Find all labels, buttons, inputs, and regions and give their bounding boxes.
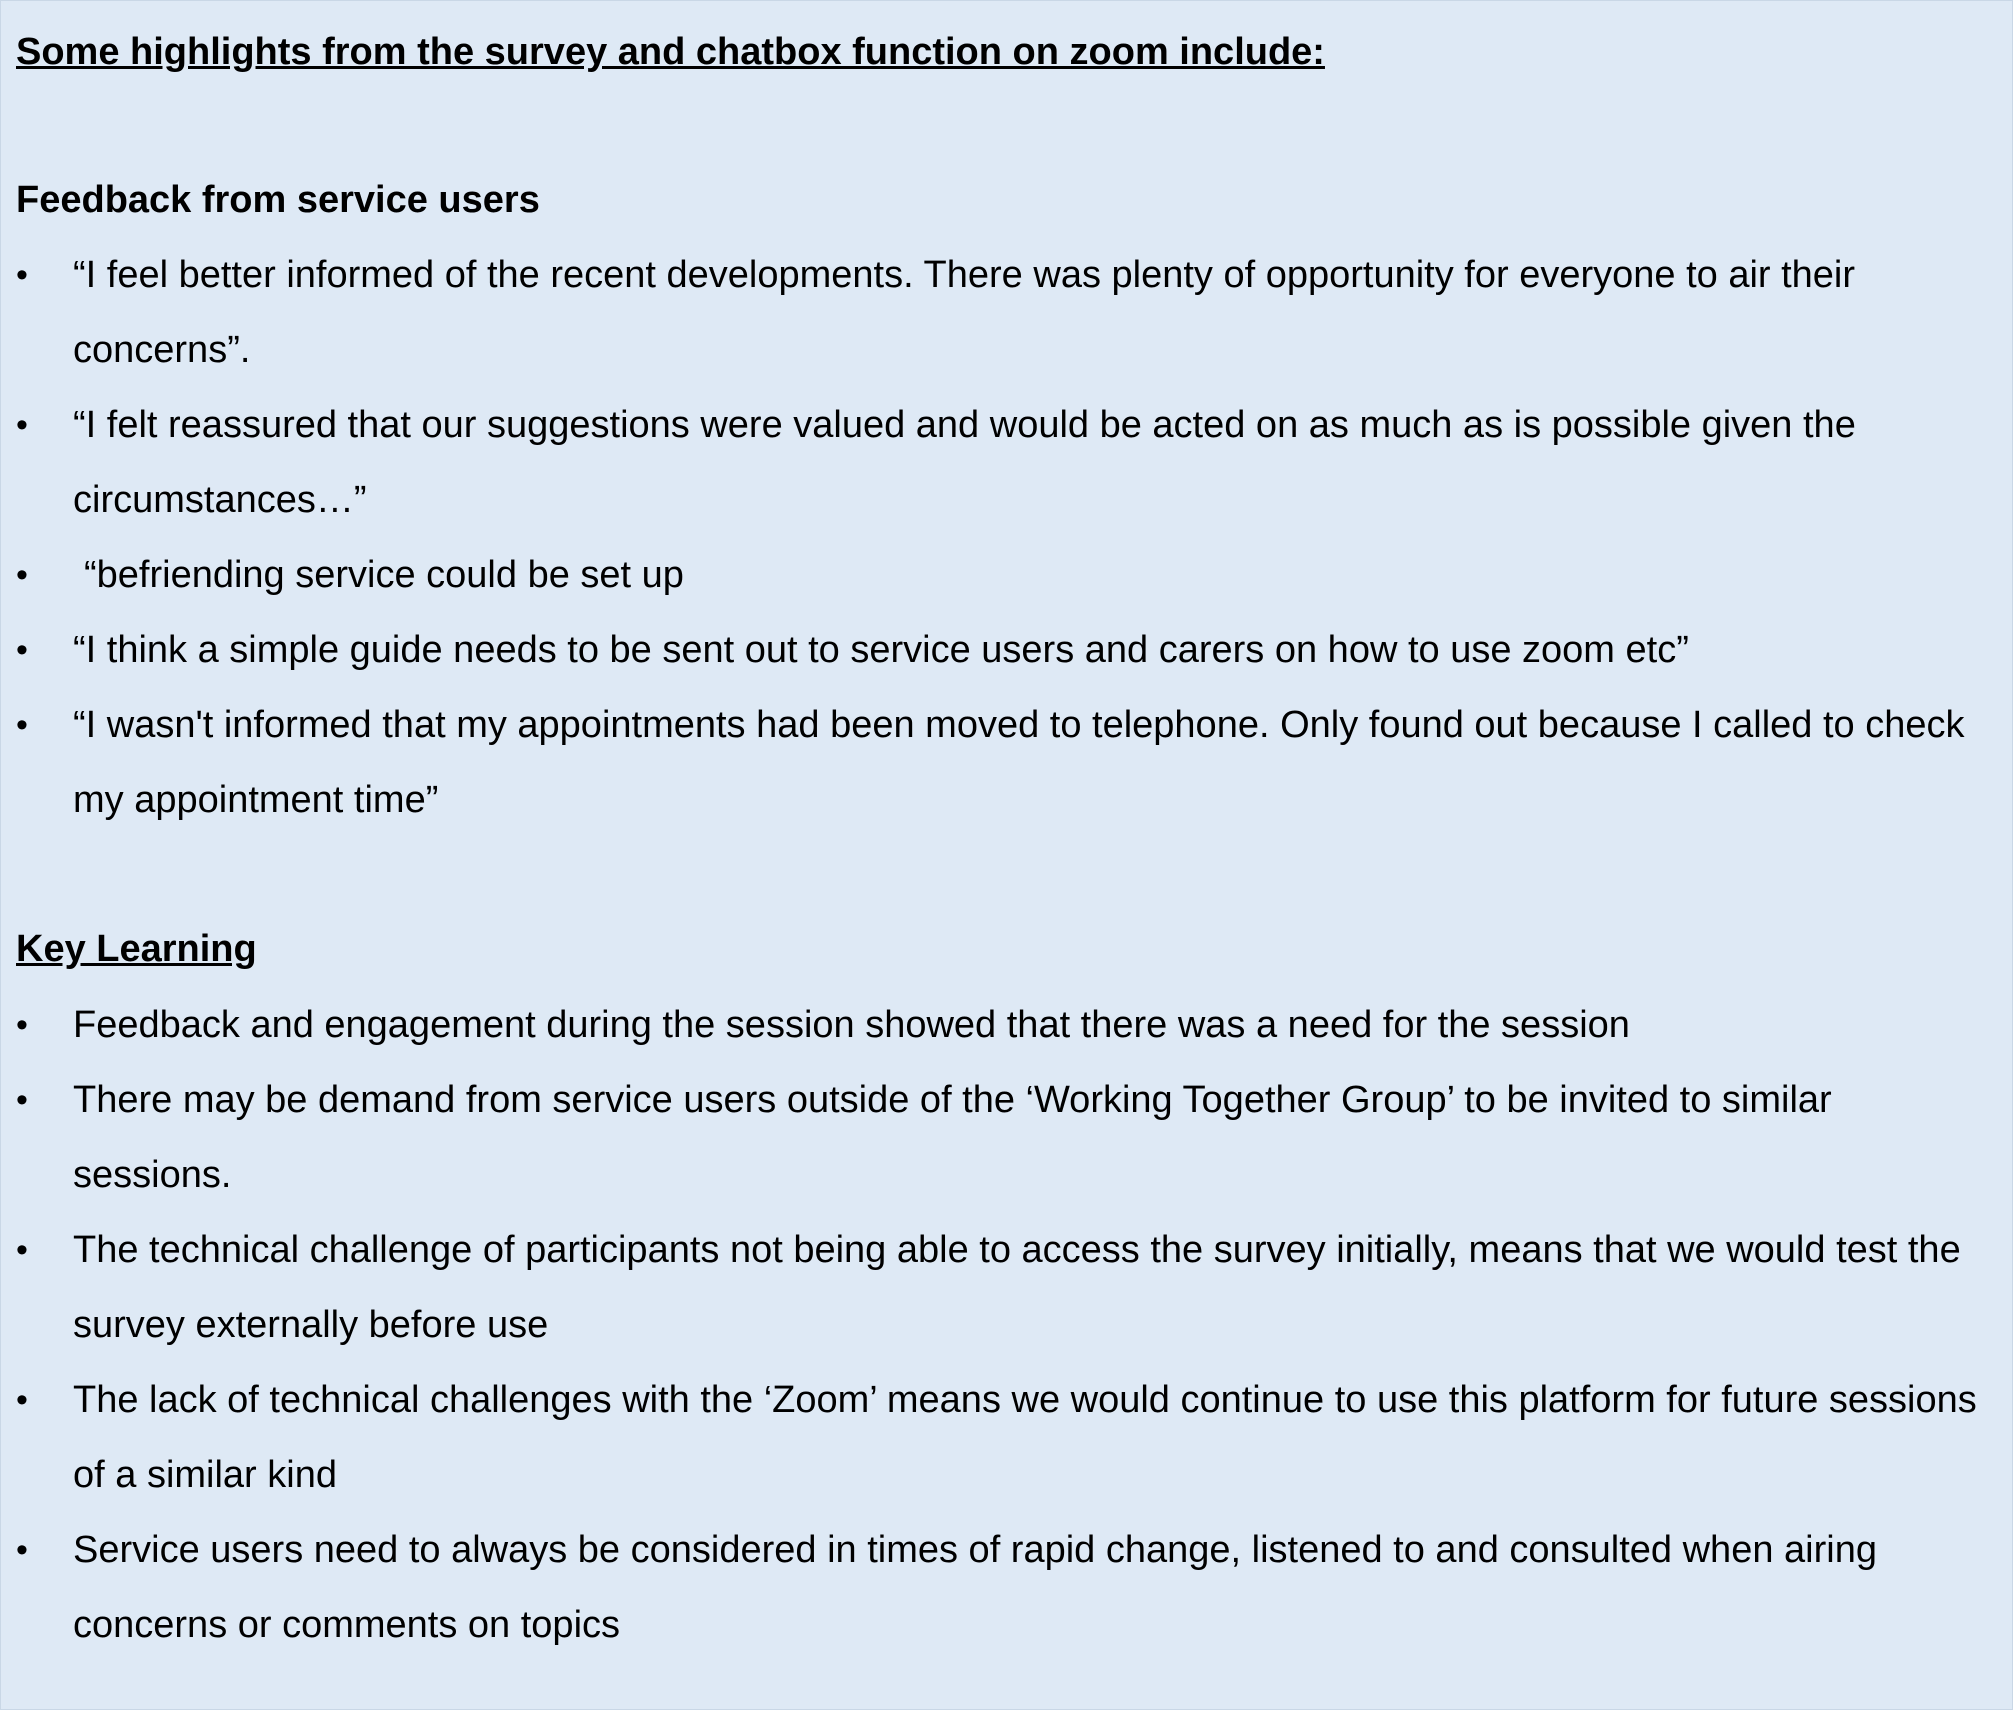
key-learning-item	[1, 988, 2006, 1063]
key-learning-item	[1, 1363, 2006, 1513]
bullet-icon: •	[16, 706, 28, 744]
bullet-icon: •	[16, 1531, 28, 1569]
key-learning-item	[1, 1213, 2006, 1363]
feedback-item-text: “I wasn't informed that my appointments had been moved to telephone. Only found out because I called to check my appointment time”	[73, 704, 1965, 821]
key-learning-list	[1, 988, 2006, 1663]
main-heading: Some highlights from the survey and chatbox function on zoom include:	[16, 31, 1325, 73]
feedback-item	[1, 388, 2006, 538]
key-learning-item-text: Feedback and engagement during the session showed that there was a need for the session	[73, 1004, 1630, 1046]
bullet-icon: •	[16, 1081, 28, 1119]
feedback-item-text: “I felt reassured that our suggestions were valued and would be acted on as much as is possible given the circumstances…”	[73, 404, 1856, 521]
feedback-item	[1, 238, 2006, 388]
bullet-icon: •	[16, 556, 28, 594]
key-learning-item-text: The technical challenge of participants not being able to access the survey initially, means that we would test the survey externally before use	[73, 1229, 1961, 1346]
feedback-heading: Feedback from service users	[16, 179, 540, 221]
bullet-icon: •	[16, 631, 28, 669]
key-learning-heading: Key Learning	[16, 928, 257, 970]
key-learning-item-text: There may be demand from service users outside of the ‘Working Together Group’ to be invited to similar sessions.	[73, 1079, 1832, 1196]
bullet-icon: •	[16, 256, 28, 294]
bullet-icon: •	[16, 406, 28, 444]
key-learning-item	[1, 1513, 2006, 1663]
bullet-icon: •	[16, 1381, 28, 1419]
feedback-item	[1, 538, 2006, 613]
key-learning-item	[1, 1063, 2006, 1213]
feedback-item	[1, 613, 2006, 688]
feedback-item-text: “befriending service could be set up	[84, 554, 684, 596]
bullet-icon: •	[16, 1006, 28, 1044]
feedback-item-text: “I think a simple guide needs to be sent out to service users and carers on how to use zoom etc”	[73, 629, 1689, 671]
bullet-icon: •	[16, 1231, 28, 1269]
key-learning-item-text: Service users need to always be considered in times of rapid change, listened to and consulted when airing concerns or comments on topics	[73, 1529, 1877, 1646]
key-learning-item-text: The lack of technical challenges with the ‘Zoom’ means we would continue to use this platform for future sessions of a similar kind	[73, 1379, 1977, 1496]
feedback-list	[1, 238, 2006, 838]
feedback-item-text: “I feel better informed of the recent developments. There was plenty of opportunity for everyone to air their concerns”.	[73, 254, 1856, 371]
feedback-item	[1, 688, 2006, 838]
